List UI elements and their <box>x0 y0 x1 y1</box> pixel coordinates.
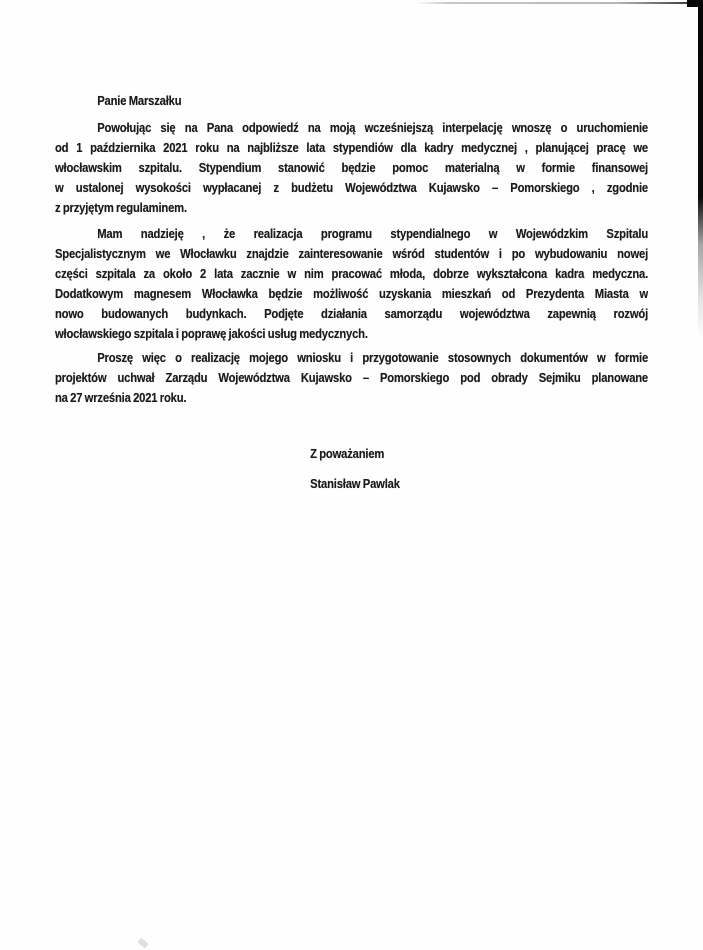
salutation: Panie Marszałku <box>97 94 182 108</box>
paragraph-line: Mam nadzieję , że realizacja programu stypendialnego w Wojewódzkim Szpitalu <box>97 227 649 241</box>
paragraph-line: części szpitala za około 2 lata zacznie w nim pracować młoda, dobrze wykształcona kadra medyczna. <box>55 267 649 281</box>
paragraph-line: Dodatkowym magnesem Włocławka będzie możliwość uzyskania mieszkań od Prezydenta Miasta w <box>55 287 649 301</box>
signatory-name: Stanisław Pawlak <box>310 477 400 491</box>
paragraph-line: nowo budowanych budynkach. Podjęte działania samorządu województwa zapewnią rozwój <box>55 307 649 321</box>
letter-body <box>55 0 648 494</box>
scan-artifact-top-right-corner <box>687 0 703 7</box>
closing-phrase: Z poważaniem <box>310 447 385 461</box>
paragraph-2 <box>55 224 648 344</box>
paragraph-line: w ustalonej wysokości wypłacanej z budżetu Województwa Kujawsko – Pomorskiego , zgodnie <box>55 181 649 195</box>
paragraph-line: Specjalistycznym we Włocławku znajdzie zainteresowanie wśród studentów i po wybudowaniu nowej <box>55 247 649 261</box>
paragraph-line: Powołując się na Pana odpowiedź na moją wcześniejszą interpelację wnoszę o uruchomienie <box>97 121 649 135</box>
paragraph-line: włocławskim szpitalu. Stypendium stanowić będzie pomoc materialną w formie finansowej <box>55 161 649 175</box>
paragraph-line: od 1 października 2021 roku na najbliższe lata stypendiów dla kadry medycznej , planującej pracę we <box>55 141 649 155</box>
scan-artifact-bottom-smudge <box>137 937 149 948</box>
paragraph-line: na 27 września 2021 roku. <box>55 391 187 405</box>
paragraph-1 <box>55 118 648 218</box>
scan-artifact-right-edge <box>698 0 703 340</box>
paragraph-line: z przyjętym regulaminem. <box>55 201 187 215</box>
paragraph-line: włocławskiego szpitala i poprawę jakości usług medycznych. <box>55 327 368 341</box>
paragraph-line: projektów uchwał Zarządu Województwa Kujawsko – Pomorskiego pod obrady Sejmiku planowane <box>55 371 649 385</box>
paragraph-line: Proszę więc o realizację mojego wniosku i przygotowanie stosownych dokumentów w formie <box>97 351 649 365</box>
paragraph-3 <box>55 348 648 408</box>
